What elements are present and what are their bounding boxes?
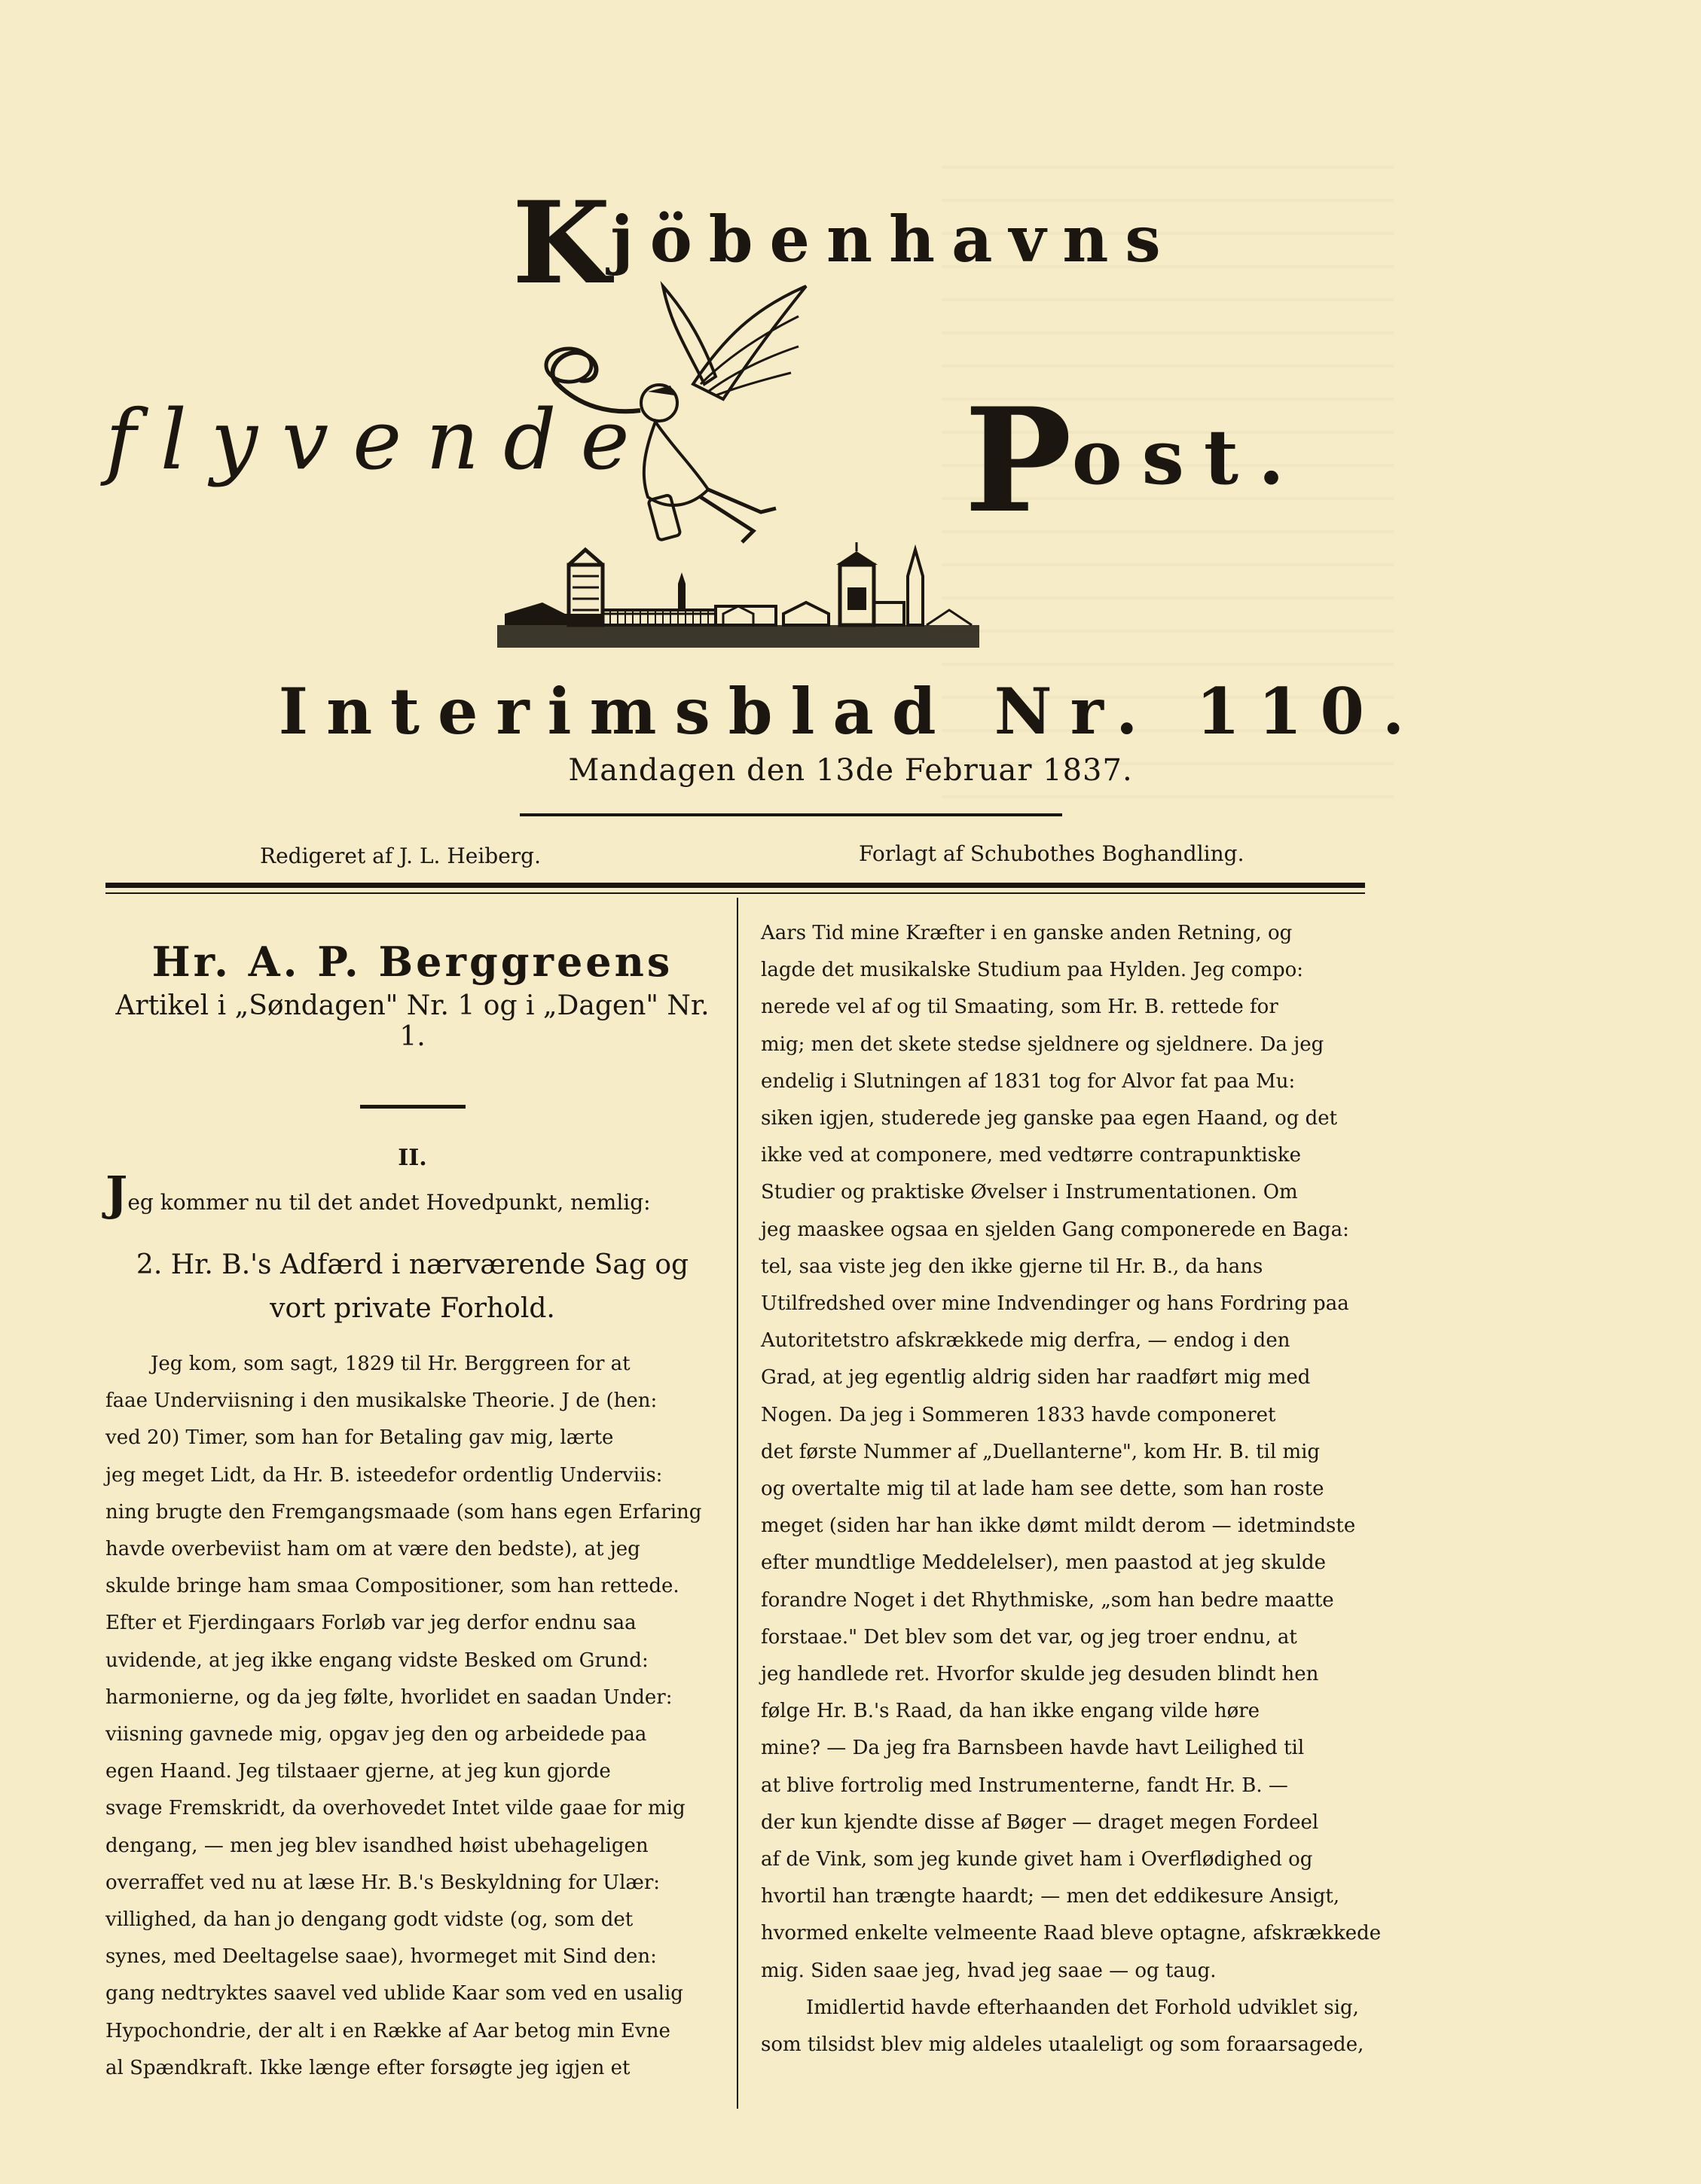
text-line: uvidende, at jeg ikke engang vidste Besked om Grund: (105, 1649, 649, 1672)
right-body-1 (761, 915, 1382, 1990)
text-line: jeg maaskee ogsaa en sjelden Gang componerede en Baga: (761, 1218, 1349, 1241)
divider (105, 892, 1365, 894)
publisher-credit: Forlagt af Schubothes Boghandling. (859, 841, 1244, 866)
text-line: harmonierne, og da jeg følte, hvorlidet en saadan Under: (105, 1685, 673, 1709)
text-line: mine? — Da jeg fra Barnsbeen havde havt Leilighed til (761, 1737, 1305, 1760)
article-title: Hr. A. P. Berggreens (151, 938, 673, 986)
masthead-post: Post. (964, 377, 1304, 544)
text-line: viisning gavnede mig, opgav jeg den og arbeidede paa (105, 1723, 647, 1746)
text-line: Autoritetstro afskrækkede mig derfra, — endog i den (761, 1329, 1290, 1353)
lead-paragraph: Jeg kommer nu til det andet Hovedpunkt, nemlig: (105, 1166, 651, 1221)
masthead-flyvende: flyvende (105, 392, 654, 488)
text-line: ning brugte den Fremgangsmaade (som hans egen Erfaring (105, 1500, 702, 1524)
text-line: jeg handlede ret. Hvorfor skulde jeg desuden blindt hen (761, 1663, 1319, 1686)
left-body (105, 1346, 719, 2087)
text-line: havde overbeviist ham om at være den bedste), at jeg (105, 1538, 640, 1561)
text-line: synes, med Deeltagelse saae), hvormeget mit Sind den: (105, 1945, 657, 1969)
column-divider (737, 898, 738, 2109)
text-line: forandre Noget i det Rhythmiske, „som han bedre maatte (761, 1588, 1334, 1612)
text-line: skulde bringe ham smaa Compositioner, som han rettede. (105, 1575, 679, 1598)
text-line: forstaae." Det blev som det var, og jeg troer endnu, at (761, 1625, 1297, 1649)
masthead-kjobenhavns: Kjöbenhavns (512, 177, 1177, 310)
drop-cap: J (105, 1166, 128, 1221)
text-line: mig; men det skete stedse sjeldnere og sjeldnere. Da jeg (761, 1033, 1324, 1056)
text-line: al Spændkraft. Ikke længe efter forsøgte jeg igjen et (105, 2056, 631, 2079)
text-line: af de Vink, som jeg kunde givet ham i Overflødighed og (761, 1848, 1313, 1871)
text-line: Hypochondrie, der alt i en Række af Aar betog min Evne (105, 2019, 670, 2042)
right-column (761, 915, 1382, 2064)
text-line: at blive fortrolig med Instrumenterne, fandt Hr. B. — (761, 1774, 1288, 1797)
text-line: nerede vel af og til Smaating, som Hr. B. rettede for (761, 996, 1278, 1019)
text-line: ved 20) Timer, som han for Betaling gav mig, lærte (105, 1426, 614, 1450)
issue-date: Mandagen den 13de Februar 1837. (568, 753, 1133, 788)
text-line: endelig i Slutningen af 1831 tog for Alvor fat paa Mu: (761, 1069, 1296, 1093)
text-line: mig. Siden saae jeg, hvad jeg saae — og taug. (761, 1959, 1217, 1982)
text-line: Grad, at jeg egentlig aldrig siden har raadført mig med (761, 1366, 1311, 1389)
text-line: ikke ved at componere, med vedtørre contrapunktiske (761, 1144, 1302, 1167)
text-line: meget (siden har han ikke dømt mildt derom — idetmindste (761, 1514, 1356, 1538)
text-line: Efter et Fjerdingaars Forløb var jeg derfor endnu saa (105, 1612, 637, 1635)
text-line: og overtalte mig til at lade ham see dette, som han roste (761, 1478, 1324, 1501)
text-line: Nogen. Da jeg i Sommeren 1833 havde componeret (761, 1403, 1276, 1426)
divider (105, 883, 1365, 888)
text-line: der kun kjendte disse af Bøger — draget megen Fordeel (761, 1810, 1319, 1834)
issue-number: Interimsblad Nr. 110. (278, 674, 1423, 749)
part-number: II. (398, 1145, 427, 1171)
divider (520, 813, 1062, 816)
text-line: svage Fremskridt, da overhovedet Intet vilde gaae for mig (105, 1797, 686, 1820)
text-line: faae Underviisning i den musikalske Theorie. J de (hen: (105, 1389, 658, 1413)
right-body-2 (761, 1990, 1364, 2064)
text-line: Studier og praktiske Øvelser i Instrumentationen. Om (761, 1181, 1298, 1204)
text-line: overraffet ved nu at læse Hr. B.'s Beskyldning for Ulær: (105, 1871, 661, 1894)
text-line: villighed, da han jo dengang godt vidste (og, som det (105, 1908, 634, 1932)
text-line: tel, saa viste jeg den ikke gjerne til Hr. B., da hans (761, 1255, 1263, 1278)
text-line: jeg meget Lidt, da Hr. B. isteedefor ordentlig Underviis: (105, 1463, 663, 1487)
cityscape-icon (497, 542, 979, 655)
text-line: følge Hr. B.'s Raad, da han ikke engang vilde høre (761, 1700, 1260, 1723)
text-line: hvortil han trængte haardt; — men det eddikesure Ansigt, (761, 1885, 1340, 1908)
text-line: dengang, — men jeg blev isandhed høist ubehageligen (105, 1834, 649, 1857)
text-line: Aars Tid mine Kræfter i en ganske anden Retning, og (761, 922, 1293, 944)
text-line: siken igjen, studerede jeg ganske paa egen Haand, og det (761, 1107, 1338, 1130)
text-line: Imidlertid havde efterhaanden det Forhold udviklet sig, (806, 1996, 1359, 2019)
divider (360, 1105, 466, 1109)
text-line: egen Haand. Jeg tilstaaer gjerne, at jeg kun gjorde (105, 1760, 611, 1783)
text-line: lagde det musikalske Studium paa Hylden. Jeg compo: (761, 959, 1304, 982)
article-subtitle: Artikel i „Søndagen" Nr. 1 og i „Dagen" Nr. 1. (115, 990, 710, 1052)
text-line: Utilfredshed over mine Indvendinger og hans Fordring paa (761, 1292, 1349, 1316)
text-line: Jeg kom, som sagt, 1829 til Hr. Berggreen for at (151, 1353, 631, 1375)
text-line: hvormed enkelte velmeente Raad bleve optagne, afskrækkede (761, 1922, 1382, 1945)
section-heading: 2. Hr. B.'s Adfærd i nærværende Sag og vort private Forhold. (136, 1249, 689, 1324)
text-line: som tilsidst blev mig aldeles utaaleligt og som foraarsagede, (761, 2033, 1364, 2057)
text-line: efter mundtlige Meddelelser), men paastod at jeg skulde (761, 1551, 1327, 1575)
text-line: det første Nummer af „Duellanterne", kom Hr. B. til mig (761, 1440, 1321, 1463)
editor-credit: Redigeret af J. L. Heiberg. (260, 843, 541, 868)
text-line: gang nedtryktes saavel ved ublide Kaar som ved en usalig (105, 1982, 683, 2006)
left-column (105, 938, 719, 2087)
